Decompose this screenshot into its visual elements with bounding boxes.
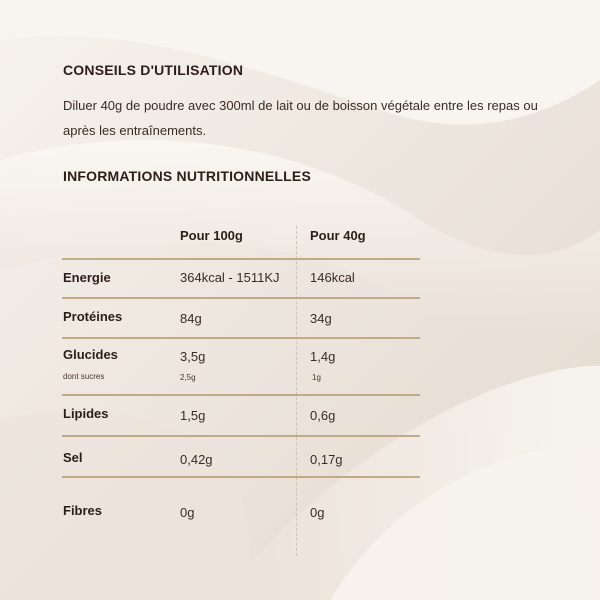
row-label-fibres: Fibres [63, 503, 103, 518]
column-header-per-40g: Pour 40g [310, 228, 366, 243]
usage-title: CONSEILS D'UTILISATION [63, 62, 244, 78]
row-divider [62, 476, 420, 478]
value-fibres-100g: 0g [180, 505, 195, 520]
row-sublabel-sucres: dont sucres [63, 372, 105, 381]
row-label-energie: Energie [63, 270, 111, 285]
row-divider [62, 297, 420, 299]
value-fibres-40g: 0g [310, 505, 325, 520]
row-divider [62, 394, 420, 396]
column-divider [296, 226, 297, 556]
row-label-glucides: Glucides [63, 347, 118, 362]
value-glucides-100g: 3,5g [180, 349, 206, 364]
value-energie-100g: 364kcal - 1511KJ [180, 270, 280, 285]
value-lipides-40g: 0,6g [310, 408, 336, 423]
value-lipides-100g: 1,5g [180, 408, 206, 423]
value-sel-100g: 0,42g [180, 452, 213, 467]
value-sel-40g: 0,17g [310, 452, 343, 467]
row-divider [62, 337, 420, 339]
row-divider [62, 435, 420, 437]
usage-instructions: Diluer 40g de poudre avec 300ml de lait ou de boisson végétale entre les repas ou après les entraînements. [63, 98, 538, 138]
nutrition-title: INFORMATIONS NUTRITIONNELLES [63, 168, 311, 184]
value-sucres-100g: 2,5g [180, 373, 196, 382]
value-glucides-40g: 1,4g [310, 349, 336, 364]
value-proteines-40g: 34g [310, 311, 332, 326]
value-proteines-100g: 84g [180, 311, 202, 326]
value-sucres-40g: 1g [312, 373, 321, 382]
column-header-per-100g: Pour 100g [180, 228, 243, 243]
row-divider [62, 258, 420, 260]
value-energie-40g: 146kcal [310, 270, 355, 285]
row-label-proteines: Protéines [63, 309, 123, 324]
row-label-lipides: Lipides [63, 406, 109, 421]
row-label-sel: Sel [63, 450, 83, 465]
